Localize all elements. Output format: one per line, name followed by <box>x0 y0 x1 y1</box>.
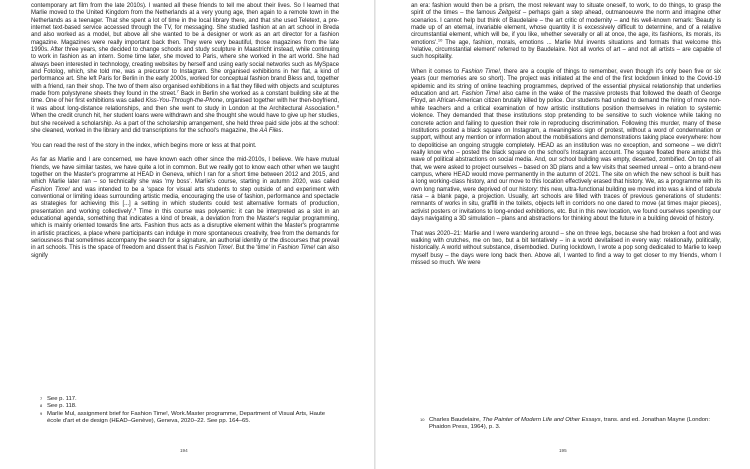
page-number: 194 <box>180 448 188 453</box>
text-run: an era: fashion would then be a prism, the most relevant way to situate oneself, to work, to do things, to grasp the spirit of the times – the famous <box>411 3 721 17</box>
left-footnotes <box>40 396 340 425</box>
footnote-number: 7 <box>40 396 43 401</box>
right-page <box>376 0 750 469</box>
text-run: Time in this course was polysemic: it can be interpreted as a slot in an educational agenda, something that indicates a kind of break, a deviation from the Master's regular programming, which is mainly oriented towards fine arts. Fashion thus acts as a disruptive element within the Master's programme in artistic practices, a place where participants can indulge in more spontaneous creativity, free from the demands for seriousness that sometimes accompany the search for a signature, an authorial identity or the discourses that prevail in art schools. This is the space of freedom and dissent that is <box>31 208 339 252</box>
left-body-text <box>31 3 339 267</box>
italic-term: Zeitgeist <box>498 10 521 17</box>
italic-title: Fashion Time! <box>461 91 501 98</box>
paragraph <box>31 3 339 135</box>
text-run: – a blank page, a projection. Usually, art schools are filled with traces of previous generations of students: remnants of works in situ, graffiti in the toilets, objects left in corridors no one dared to move (at times major pieces), activist posters or invitations to long-ended exhibitions, etc. But in this new location, we found ourselves spending our days navigating a 3D simulation – plans and abstractions for thinking about the future in a building devoid of history. <box>411 193 721 222</box>
left-page <box>0 0 374 469</box>
italic-title: Kiss-You-Through-the-Phone <box>145 98 223 105</box>
footnote-number: 10 <box>420 417 425 422</box>
text-run: When the credit crunch hit, her student loans were withdrawn and she thought she would have to give up her studies, but she received a scholarship. As a part of the scholarship arrangement, she held three paid side jobs at the school: she cleaned, worked in the library and did transcriptions for the school's magazine, the <box>31 113 339 134</box>
paragraph <box>31 157 339 260</box>
text-run: . But the 'time' in <box>232 245 278 252</box>
right-footnotes <box>420 417 720 432</box>
text-run: can also signify <box>31 245 340 259</box>
footnote <box>40 396 340 403</box>
footnote <box>420 417 720 432</box>
text-run: , trans. and ed. Jonathan Mayne (London: Phaidon Press, 1964), p. 3. <box>429 417 710 431</box>
footnote-text: See p. 118. <box>47 403 77 410</box>
text-run: The age, fashion, morals, emotions ... Marlie Mul invents situations and formats that welcome this 'relative, circumstantial element' referred to by Baudelaire. Not all works of art – and not all artists – are capable of such hospitality. <box>411 39 721 61</box>
paragraph <box>411 69 721 223</box>
text-run: Back in Berlin she worked as a constant building site at the time. One of her first exhibitions was called <box>31 91 339 105</box>
text-run: contemporary art film from the late 2010s). I wanted all these friends to tell me about their lives. So I learned that Marlie moved to the United Kingdom from the Netherlands at a very young age, then again to a remote town in the Netherlands as a teenager. That she spent a lot of time in the local library there, and that she used Teletext, a pre-internet text-based service accessed through the TV, for messaging. She studied fashion at an art school in Breda and also worked as a model, but above all she wanted to be a designer or work as an art director for a fashion magazine. Magazines were really important back then. They were very beautiful, those magazines from the late 1990s. After three years, she decided to change schools and study sculpture in Maastricht instead, while continuing to work in fashion as an intern. Some time later, she moved to Paris, where she worked in the art world. She had always been interested in technology, creating websites by herself and using early social networks such as MySpace and Fotolog, which, she told me, was a precursor to Instagram. She organised exhibitions in her flat, a kind of performance art. She left Paris for Berlin in the early 2000s, worked for conceptual fashion brand Bless and, together with a friend, ran their shop. The two of them also organised exhibitions in a flat they filled with objects and sculptures made from polystyrene sheets they found in the street. <box>31 3 339 98</box>
italic-term: tabula rasa <box>411 186 721 200</box>
footnote-text: Marlie Mul, assignment brief for Fashion Time!, Work.Master programme, Department of Visual Arts, Haute école d'art et de design (HEAD–Genève), Geneva, 2020–22. See pp. 164–65. <box>47 410 326 424</box>
footnote-number: 9 <box>40 410 43 416</box>
italic-title: The Painter of Modern Life and Other Essays <box>482 417 601 423</box>
right-body-text <box>411 3 721 275</box>
footnote-text <box>429 417 720 432</box>
italic-title: Fashion Time! <box>461 69 500 76</box>
footnote-number: 8 <box>40 403 43 409</box>
footnote <box>40 411 340 426</box>
paragraph: You can read the rest of the story in the index, which begins more or less at that point. <box>31 142 257 149</box>
footnote <box>40 403 340 410</box>
italic-title: Fashion Time! <box>31 186 70 193</box>
paragraph: That was 2020–21: Marlie and I were wandering around – she on three legs, because she had broken a foot and was walking with crutches, me on two, but a bit tentatively – in a world devitalised in every way: relationally, politically, historically. A world without substance, disembodied. During lockdown, I wrote a pop song dedicated to Marlie to keep myself busy – the days were long back then. Above all, I wanted to find a way to get closer to my friends, whom I missed so much. We were <box>411 230 721 267</box>
footnote-ref: 7 <box>176 88 179 94</box>
text-run: As far as Marlie and I are concerned, we have known each other since the mid-2010s, I believe. We have mutual friends, we have similar tastes, we have quite a lot in common. But we really got to know each other when we taught together on the Master's programme at HEAD in Geneva, which I ran for a short time between 2012 and 2015, and which Marlie later ran – so technically she was 'my boss'. Marlie's course, starting in autumn 2020, was called <box>31 157 339 186</box>
footnote-text: See p. 117. <box>47 396 77 402</box>
text-run: and was intended to be a 'space for visual arts students to step outside of and experiment with conventional or limiting ideas surrounding artistic media, encouraging the use of fashion, performance and spectacle as strategies for achieving this [...] a setting in which students could test alternative formats of production, presentation and working collectively'. <box>31 186 339 215</box>
page-number: 195 <box>559 448 567 453</box>
text-run: Charles Baudelaire, <box>429 417 483 423</box>
text-run: When it comes to <box>411 69 462 76</box>
italic-title: Fashion Time! <box>194 245 233 252</box>
footnote-ref: 8 <box>336 103 339 109</box>
paragraph <box>411 3 721 62</box>
text-run: also came in the wake of the massive protests that followed the death of George Floyd, an African-American citizen brutally killed by police. Our students had united to demand the hiring of more non-white teachers and a critical examination of how artistic institutions position themselves in relation to systemic violence. They demanded that these institutions stop pretending to be sensitive to such violence while taking no concrete action and failing to question their role in reproducing discrimination. Following this murder, many of these institutions posted a black square on Instagram, a meaningless sign of protest, without a word of condemnation or support, without any mention or information about the mobilisations and demonstrations taking place everywhere: how to depoliticise an ongoing struggle completely. HEAD as an institution was no exception, and someone – we didn't really know who – posted the black square on the school's Instagram account. The square floated there amidst this wave of political abstractions on social media. And, our school building was empty, deserted, zombified. On top of all that, we were asked to project ourselves – based on 3D plans and a few visits that seemed unreal – onto a brand-new campus, where HEAD would move permanently in the autumn of 2021. The site on which the new school is built has a long working-class history, and our move to this location effectively erased that history. We, as a programme with its own long narrative, were deprived of our history: this new, ultra-functional building we moved into was a kind of <box>411 91 721 193</box>
italic-title: Fashion Time! <box>277 245 316 252</box>
text-run: , organised together with her then-boyfriend, it was about long-distance relationships, and then she went to study in London at the Architectural Association. <box>31 98 340 112</box>
italic-title: AA Files <box>259 127 282 134</box>
footnote-ref: 9 <box>133 206 137 212</box>
text-run: – perhaps gain a step ahead, outmanoeuvre the norm and imagine other scenarios. I cannot help but think of Baudelaire – the art critic of modernity – and his well-known remark: 'Beauty is made up of an eternal, invariable element, whose quantity it is excessively difficult to determine, and of a relative circumstantial element, which will be, if you like, whether severally or all at once, the age, its fashions, its morals, its emotions'. <box>411 10 721 46</box>
text-run: . <box>281 127 284 134</box>
text-run: , there are a couple of things to remember, even though it's only been five or six years (our memories are so short). The project was initiated at the end of the first lockdown linked to the Covid-19 epidemic and its string of online teaching programmes, deprived of the essential physical relationship that underlies education and art. <box>411 69 721 98</box>
footnote-ref: 10 <box>437 37 443 43</box>
